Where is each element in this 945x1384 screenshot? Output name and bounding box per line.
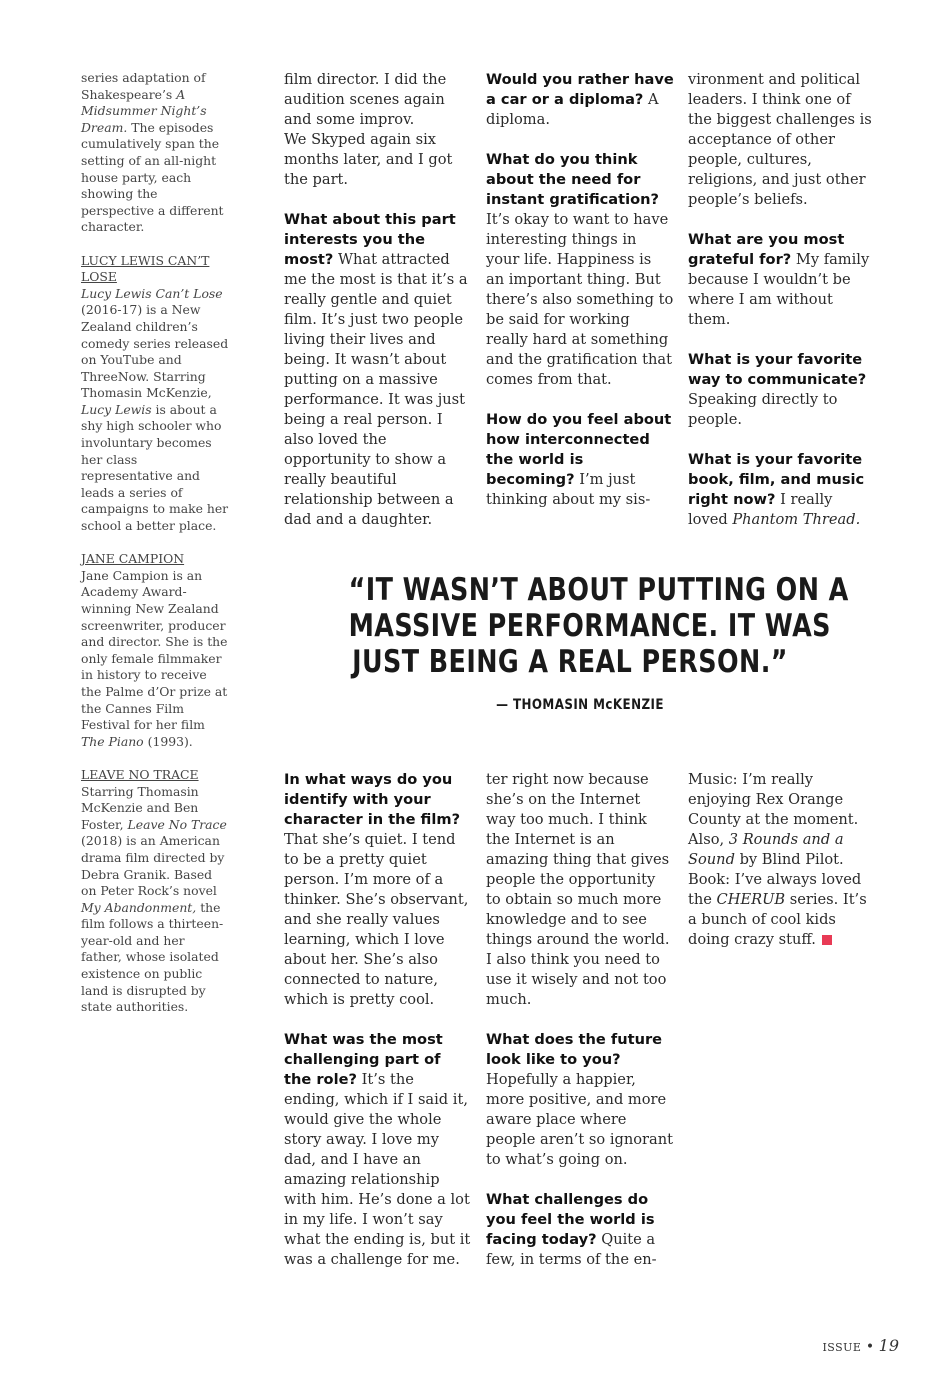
sidebar-title-italic: Lucy Lewis Can’t Lose <box>81 285 223 301</box>
body-text: Music: I’m really enjoying Rex Orange County at the moment. Also, <box>688 771 859 848</box>
qa-block <box>486 1030 674 1170</box>
page-number: 19 <box>878 1336 899 1355</box>
body-paragraph <box>688 770 876 950</box>
sidebar-entry-midsummer <box>81 70 229 236</box>
question: Would you rather have a car or a diploma? <box>486 71 674 108</box>
pull-quote-line: JUST BEING A REAL PERSON.” <box>352 644 788 680</box>
sidebar-title-italic: Leave No Trace <box>127 816 227 832</box>
answer: My family because I wouldn’t be where I am without them. <box>688 251 870 328</box>
qa-block <box>486 410 674 510</box>
album-title-italic: 3 Rounds and a Sound <box>688 831 844 868</box>
sidebar-text: (1993). <box>147 733 193 749</box>
answer: I really loved <box>688 491 833 528</box>
pull-quote <box>348 572 849 680</box>
article-column-2 <box>486 70 674 530</box>
question: What is your favorite book, film, and music right now? <box>688 451 865 508</box>
pull-quote-line: “IT WASN’T ABOUT PUTTING ON A <box>348 572 849 608</box>
qa-block <box>486 150 674 390</box>
answer: It’s the ending, which if I said it, would give the whole story away. I love my dad, and I have an amazing relationship with him. He’s done a lot in my life. I won’t say what the ending is, but it was a challenge for me. <box>284 1071 471 1268</box>
page-footer <box>822 1336 899 1355</box>
sidebar-entry-leave-no-trace <box>81 767 229 1016</box>
answer: What attracted me the most is that it’s a really gentle and quiet film. It’s just two people living their lives and being. It wasn’t about putting on a massive performance. It was just being a real person. I also loved the opportunity to show a really beautiful relationship between a dad and a daughter. <box>284 251 468 528</box>
end-of-article-icon <box>822 935 832 945</box>
question: What about this part interests you the most? <box>284 211 456 268</box>
question: What do you think about the need for instant gratification? <box>486 151 659 208</box>
qa-block <box>284 770 472 1010</box>
sidebar-entry-lucy-lewis <box>81 253 229 535</box>
answer: I’m just thinking about my sis- <box>486 471 651 508</box>
article-column-5 <box>486 770 674 1290</box>
article-column-4 <box>284 770 472 1290</box>
answer: Speaking directly to people. <box>688 391 838 428</box>
sidebar-entry-jane-campion <box>81 551 229 750</box>
body-paragraph: We Skyped again six months later, and I got the part. <box>284 131 453 188</box>
body-text: series. It’s a bunch of cool kids doing crazy stuff. <box>688 891 867 948</box>
sidebar-text: the film follows a thirteen-year-old and her father, whose isolated existence on public land is disrupted by state authorities. <box>81 899 224 1015</box>
body-text: by Blind Pilot. Book: I’ve always loved the <box>688 851 862 908</box>
sidebar-title-italic: The Piano <box>81 733 144 749</box>
body-paragraph: ter right now because she’s on the Internet way too much. I think the Internet is an amazing thing that gives people the opportunity to obtain so much more knowledge and to see things around the world. I also think you need to use it wisely and not too much. <box>486 771 670 1008</box>
body-paragraph: vironment and political leaders. I think one of the biggest challenges is acceptance of other people, cultures, religions, and just other people’s beliefs. <box>688 71 872 208</box>
qa-block <box>486 70 674 130</box>
sidebar-title-italic: My Abandonment, <box>81 899 197 915</box>
answer: It’s okay to want to have interesting things in your life. Happiness is an important thing. But there’s also something to be said for working really hard at something and the gratification that comes from that. <box>486 211 674 388</box>
sidebar-text: is about a shy high schooler who involuntary becomes her class representative and leads a series of campaigns to make her school a better place. <box>81 401 229 534</box>
sidebar-heading: JANE CAMPION <box>81 551 185 567</box>
question: What was the most challenging part of the role? <box>284 1031 443 1088</box>
article-column-1 <box>284 70 472 550</box>
question: What is your favorite way to communicate? <box>688 351 867 388</box>
book-title-italic: CHERUB <box>716 891 786 908</box>
qa-block <box>688 230 876 330</box>
qa-block <box>688 350 876 430</box>
question: In what ways do you identify with your character in the film? <box>284 771 461 828</box>
pull-quote-attribution: — THOMASIN McKENZIE <box>496 697 664 713</box>
sidebar-text: (2016-17) is a New Zealand children’s comedy series released on YouTube and ThreeNow. Starring Thomasin McKenzie, <box>81 302 229 401</box>
sidebar-heading: LEAVE NO TRACE <box>81 766 199 782</box>
magazine-name: ISSUE <box>822 1341 862 1354</box>
sidebar-title-italic: A Midsummer Night’s Dream. <box>81 86 207 135</box>
sidebar-text: The episodes cumulatively span the setting of an all-night house party, each showing the perspective a different character. <box>81 119 224 235</box>
qa-block <box>486 1190 674 1270</box>
question: What are you most grateful for? <box>688 231 845 268</box>
pull-quote-line: MASSIVE PERFORMANCE. IT WAS <box>348 608 831 644</box>
qa-block <box>284 210 472 530</box>
sidebar-text: Starring Thomasin McKenzie and Ben Foster, <box>81 783 199 832</box>
answer: That she’s quiet. I tend to be a pretty quiet person. I’m more of a thinker. She’s observant, and she really values learning, which I love about her. She’s also connected to nature, which is pretty cool. <box>284 831 469 1008</box>
question: What does the future look like to you? <box>486 1031 663 1068</box>
answer: Quite a few, in terms of the en- <box>486 1231 657 1268</box>
qa-block <box>284 1030 472 1270</box>
film-title-italic: Phantom Thread. <box>732 511 861 528</box>
sidebar-heading: LUCY LEWIS CAN’T LOSE <box>81 252 210 285</box>
question: What challenges do you feel the world is facing today? <box>486 1191 655 1248</box>
article-column-3 <box>688 70 876 550</box>
sidebar-title-italic: Lucy Lewis <box>81 401 152 417</box>
sidebar-glossary <box>81 70 229 1032</box>
footer-separator: • <box>865 1339 875 1355</box>
sidebar-text: Jane Campion is an Academy Award-winning New Zealand screenwriter, producer and director. She is the only female filmmaker in history to receive the Palme d’Or prize at the Cannes Film Festival for her film <box>81 567 228 733</box>
article-column-6 <box>688 770 876 970</box>
qa-block <box>688 450 876 530</box>
sidebar-text: series adaptation of Shakespeare’s <box>81 70 206 102</box>
body-paragraph: film director. I did the audition scenes again and some improv. <box>284 71 447 128</box>
answer: A diploma. <box>486 91 659 128</box>
answer: Hopefully a happier, more positive, and more aware place where people aren’t so ignorant to what’s going on. <box>486 1071 673 1168</box>
question: How do you feel about how interconnected the world is becoming? <box>486 411 672 488</box>
sidebar-text: (2018) is an American drama film directed by Debra Granik. Based on Peter Rock’s novel <box>81 833 225 899</box>
